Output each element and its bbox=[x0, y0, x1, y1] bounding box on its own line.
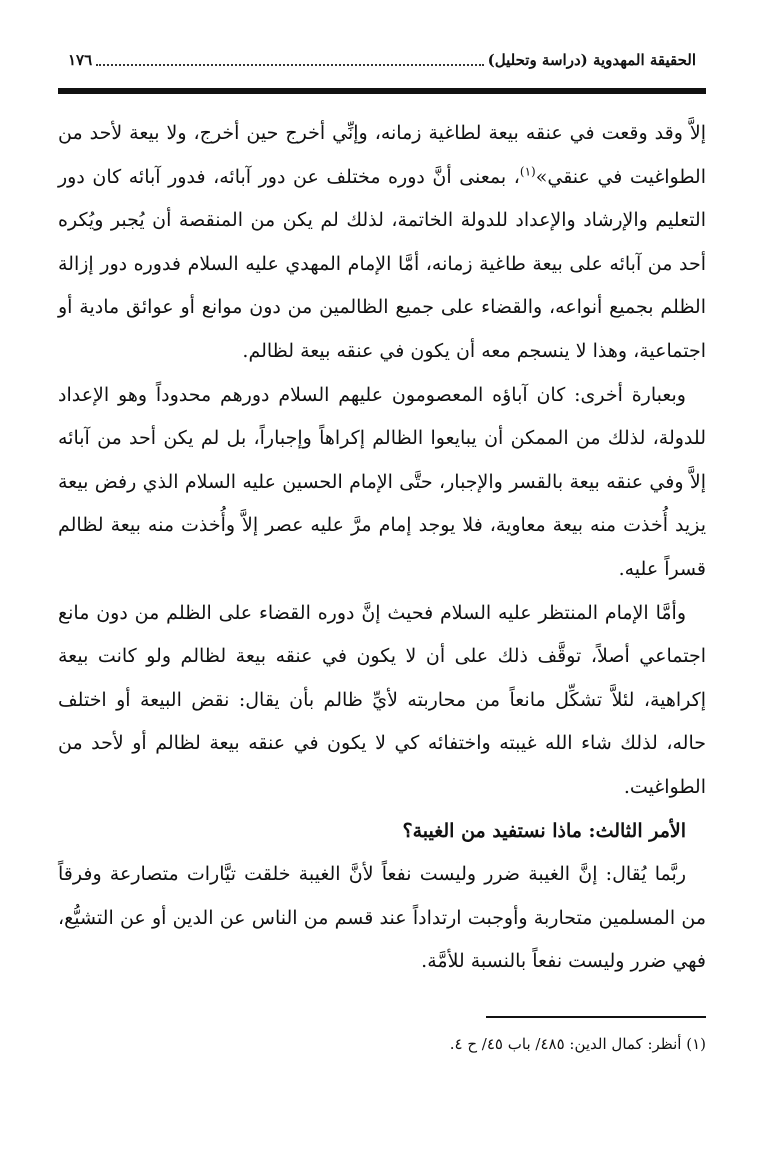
page-header bbox=[62, 46, 702, 74]
footnote: (١) أنظر: كمال الدين: ٤٨٥/ باب ٤٥/ ح ٤. bbox=[449, 1035, 706, 1053]
section-heading: الأمر الثالث: ماذا نستفيد من الغيبة؟ bbox=[402, 819, 686, 842]
running-title: الحقيقة المهدوية (دراسة وتحليل) bbox=[487, 51, 696, 69]
footnote-reference[interactable]: (١) bbox=[519, 164, 536, 179]
paragraph-1-text-a: إلاَّ وقد وقعت في عنقه بيعة لطاغية زمانه، وإنِّي أخرج حين أخرج، ولا بيعة لأحد من الطواغيت في عنقي» bbox=[58, 122, 706, 188]
header-rule bbox=[58, 88, 706, 94]
paragraph-1 bbox=[58, 112, 706, 374]
paragraph-4: ربَّما يُقال: إنَّ الغيبة ضرر وليست نفعاً لأنَّ الغيبة خلقت تيَّارات متصارعة وفرقاً من المسلمين متحاربة وأوجبت ارتداداً عند قسم من الناس عن الدين أو عن التشيُّع، فهي ضرر وليست نفعاً بالنسبة للأمَّة. bbox=[58, 863, 706, 973]
paragraph-3: وأمَّا الإمام المنتظر عليه السلام فحيث إنَّ دوره القضاء على الظلم من دون مانع اجتماعي أصلاً، توقَّف ذلك على أن لا يكون في عنقه بيعة لظالم ولو كانت بيعة إكراهية، لئلاَّ تشكِّل مانعاً من محاربته لأيِّ ظالم بأن يقال: نقض البيعة أو اختلف حاله، لذلك شاء الله غيبته واختفائه كي لا يكون في عنقه بيعة لظالم أو لأحد من الطواغيت. bbox=[58, 601, 706, 798]
body-text bbox=[58, 112, 706, 984]
footnote-rule bbox=[486, 1016, 706, 1018]
paragraph-2: وبعبارة أخرى: كان آباؤه المعصومون عليهم السلام دورهم محدوداً وهو الإعداد للدولة، لذلك من الممكن أن يبايعوا الظالم إكراهاً وإجباراً، بل لم يكن أحد من آبائه إلاَّ وفي عنقه بيعة بالقسر والإجبار، حتَّى الإمام الحسين عليه السلام الذي رفض بيعة يزيد أُخذت منه بيعة معاوية، فلا يوجد إمام مرَّ عليه عصر إلاَّ وأُخذت منه بيعة لظالم قسراً عليه. bbox=[58, 383, 706, 580]
dotted-leader bbox=[96, 54, 483, 66]
paragraph-1-text-b: ، بمعنى أنَّ دوره مختلف عن دور آبائه، فدور آبائه كان دور التعليم والإرشاد والإعداد للدولة الخاتمة، لذلك لم يكن من المنقصة أن يُجبر ويُكره أحد من آبائه على بيعة طاغية زمانه، أمَّا الإمام المهدي عليه السلام فدوره دور إزالة الظلم بجميع أنواعه، والقضاء على جميع الظالمين من دون موانع أو عوائق مادية أو اجتماعية، وهذا لا ينسجم معه أن يكون في عنقه بيعة لظالم. bbox=[58, 165, 706, 362]
page-number: ١٧٦ bbox=[68, 51, 93, 69]
